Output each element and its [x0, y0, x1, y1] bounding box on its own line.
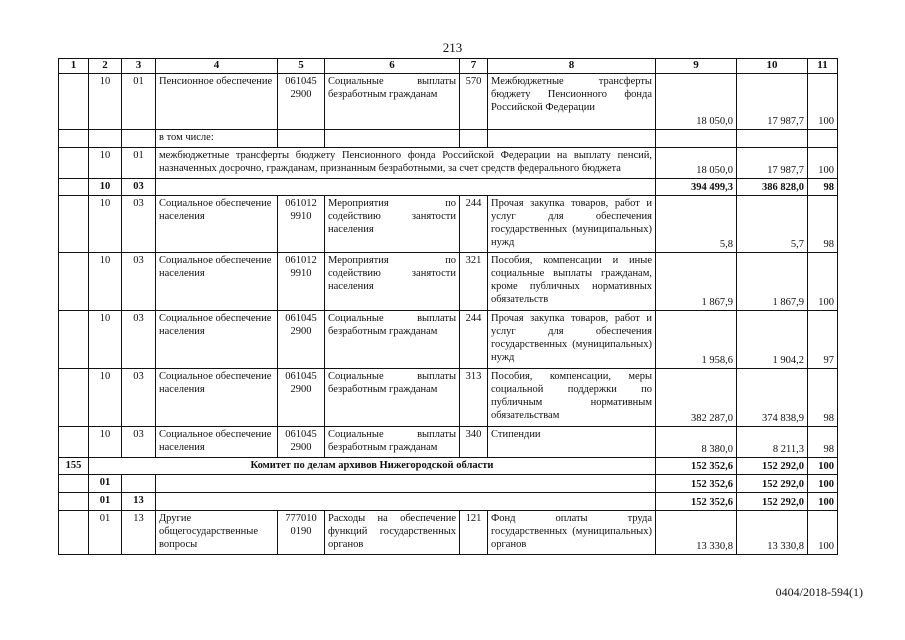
cell-section-name: Социальное обеспечение населения [156, 252, 278, 310]
cell-planned: 8 380,0 [656, 426, 737, 457]
cell-section: 10 [89, 426, 122, 457]
cell-planned: 18 050,0 [656, 73, 737, 129]
cell-num [59, 474, 89, 492]
cell-num [59, 252, 89, 310]
department-title: Комитет по делам архивов Нижегородской области [89, 457, 656, 474]
header-row [59, 59, 838, 74]
cell-actual: 152 292,0 [737, 457, 808, 474]
header-cell: 1 [59, 59, 89, 74]
header-cell: 8 [488, 59, 656, 74]
cell-target-name: Социальные выплаты безработным гражданам [325, 73, 460, 129]
cell-actual: 5,7 [737, 195, 808, 252]
header-cell: 10 [737, 59, 808, 74]
cell-subsection: 03 [122, 252, 156, 310]
cell-kind-code: 340 [460, 426, 488, 457]
cell-actual: 17 987,7 [737, 147, 808, 178]
cell-section [89, 129, 122, 147]
cell-planned: 13 330,8 [656, 510, 737, 554]
cell-planned: 394 499,3 [656, 178, 737, 195]
cell-percent: 100 [808, 510, 838, 554]
cell-empty-span [156, 178, 656, 195]
cell-target-code: 061045 2900 [278, 73, 325, 129]
cell-kind-code: 244 [460, 310, 488, 368]
header-cell: 6 [325, 59, 460, 74]
cell-kind-code: 321 [460, 252, 488, 310]
cell-planned: 152 352,6 [656, 457, 737, 474]
cell-section: 10 [89, 310, 122, 368]
header-cell: 3 [122, 59, 156, 74]
cell-planned: 382 287,0 [656, 368, 737, 426]
cell-section: 10 [89, 195, 122, 252]
cell-section: 10 [89, 178, 122, 195]
cell-num [59, 368, 89, 426]
cell-percent: 98 [808, 368, 838, 426]
cell-num [59, 73, 89, 129]
table-row [59, 310, 838, 368]
cell-kind-name: Межбюджетные трансферты бюджету Пенсионного фонда Российской Федерации [488, 73, 656, 129]
cell-section: 10 [89, 147, 122, 178]
cell-actual: 386 828,0 [737, 178, 808, 195]
cell-target-code: 061045 2900 [278, 426, 325, 457]
cell-percent: 100 [808, 252, 838, 310]
table-row [59, 129, 838, 147]
cell-subsection: 03 [122, 310, 156, 368]
header-cell: 7 [460, 59, 488, 74]
cell-section: 01 [89, 474, 122, 492]
cell-subsection [122, 129, 156, 147]
cell-percent: 100 [808, 147, 838, 178]
cell-section-name: Социальное обеспечение населения [156, 310, 278, 368]
cell-kind-name: Прочая закупка товаров, работ и услуг для обеспечения государственных (муниципальных) нужд [488, 195, 656, 252]
cell-percent: 100 [808, 73, 838, 129]
cell-actual: 374 838,9 [737, 368, 808, 426]
cell-subsection: 03 [122, 426, 156, 457]
cell-percent: 100 [808, 457, 838, 474]
cell-target-code [278, 129, 325, 147]
cell-section-name: Другие общегосударственные вопросы [156, 510, 278, 554]
cell-num [59, 195, 89, 252]
cell-num: 155 [59, 457, 89, 474]
table-row-subtotal [59, 178, 838, 195]
cell-target-name: Социальные выплаты безработным гражданам [325, 310, 460, 368]
table-row [59, 147, 838, 178]
table-row [59, 426, 838, 457]
cell-planned: 18 050,0 [656, 147, 737, 178]
cell-actual: 1 904,2 [737, 310, 808, 368]
cell-kind-name: Стипендии [488, 426, 656, 457]
cell-planned: 1 867,9 [656, 252, 737, 310]
cell-percent: 98 [808, 178, 838, 195]
cell-target-name: Мероприятия по содействию занятости населения [325, 195, 460, 252]
cell-percent: 98 [808, 426, 838, 457]
cell-empty-span [156, 492, 656, 510]
cell-section: 10 [89, 252, 122, 310]
cell-section-name: Социальное обеспечение населения [156, 195, 278, 252]
cell-subsection: 03 [122, 178, 156, 195]
cell-target-name [325, 129, 460, 147]
cell-kind-code [460, 129, 488, 147]
cell-empty-span [156, 474, 656, 492]
cell-kind-code: 313 [460, 368, 488, 426]
cell-num [59, 426, 89, 457]
table-row-subtotal [59, 474, 838, 492]
cell-percent: 100 [808, 474, 838, 492]
header-cell: 4 [156, 59, 278, 74]
cell-actual: 17 987,7 [737, 73, 808, 129]
cell-actual: 8 211,3 [737, 426, 808, 457]
cell-target-name: Расходы на обеспечение функций государственных органов [325, 510, 460, 554]
cell-num [59, 178, 89, 195]
cell-section: 10 [89, 73, 122, 129]
cell-description-wide: межбюджетные трансферты бюджету Пенсионного фонда Российской Федерации на выплату пенсий, назначенных досрочно, гражданам, признанным безработными, за счет средств федерального бюджета [156, 147, 656, 178]
cell-percent: 100 [808, 492, 838, 510]
header-cell: 5 [278, 59, 325, 74]
cell-section-name: Пенсионное обеспечение [156, 73, 278, 129]
cell-actual: 152 292,0 [737, 492, 808, 510]
cell-kind-name: Фонд оплаты труда государственных (муниципальных) органов [488, 510, 656, 554]
cell-kind-name [488, 129, 656, 147]
cell-target-code: 061012 9910 [278, 252, 325, 310]
cell-section: 10 [89, 368, 122, 426]
header-cell: 2 [89, 59, 122, 74]
cell-planned [656, 129, 737, 147]
cell-section-name: Социальное обеспечение населения [156, 426, 278, 457]
cell-percent: 98 [808, 195, 838, 252]
table-row [59, 510, 838, 554]
cell-kind-name: Прочая закупка товаров, работ и услуг для обеспечения государственных (муниципальных) нужд [488, 310, 656, 368]
table-row-department [59, 457, 838, 474]
page-number: 213 [442, 40, 463, 55]
cell-section-name: Социальное обеспечение населения [156, 368, 278, 426]
cell-actual: 152 292,0 [737, 474, 808, 492]
cell-planned: 152 352,6 [656, 474, 737, 492]
cell-target-name: Мероприятия по содействию занятости населения [325, 252, 460, 310]
cell-planned: 1 958,6 [656, 310, 737, 368]
cell-subsection: 03 [122, 368, 156, 426]
cell-actual [737, 129, 808, 147]
cell-num [59, 492, 89, 510]
budget-table [58, 58, 838, 555]
cell-subsection: 13 [122, 492, 156, 510]
header-cell: 9 [656, 59, 737, 74]
cell-num [59, 510, 89, 554]
cell-target-code: 061012 9910 [278, 195, 325, 252]
cell-subsection: 13 [122, 510, 156, 554]
cell-subsection: 01 [122, 73, 156, 129]
cell-num [59, 129, 89, 147]
cell-target-code: 061045 2900 [278, 310, 325, 368]
cell-kind-code: 121 [460, 510, 488, 554]
cell-section-name: в том числе: [156, 129, 278, 147]
cell-subsection: 03 [122, 195, 156, 252]
cell-num [59, 310, 89, 368]
cell-kind-name: Пособия, компенсации, меры социальной поддержки по публичным нормативным обязательствам [488, 368, 656, 426]
table-row [59, 368, 838, 426]
table-row [59, 252, 838, 310]
cell-num [59, 147, 89, 178]
cell-section: 01 [89, 510, 122, 554]
cell-planned: 152 352,6 [656, 492, 737, 510]
cell-kind-code: 570 [460, 73, 488, 129]
header-cell: 11 [808, 59, 838, 74]
cell-percent [808, 129, 838, 147]
cell-actual: 1 867,9 [737, 252, 808, 310]
cell-target-name: Социальные выплаты безработным гражданам [325, 368, 460, 426]
cell-percent: 97 [808, 310, 838, 368]
cell-target-name: Социальные выплаты безработным гражданам [325, 426, 460, 457]
cell-target-code: 061045 2900 [278, 368, 325, 426]
table-row-subtotal [59, 492, 838, 510]
cell-actual: 13 330,8 [737, 510, 808, 554]
cell-section: 01 [89, 492, 122, 510]
cell-subsection [122, 474, 156, 492]
cell-subsection: 01 [122, 147, 156, 178]
table-row [59, 195, 838, 252]
cell-planned: 5,8 [656, 195, 737, 252]
document-code: 0404/2018-594(1) [775, 585, 863, 599]
cell-kind-name: Пособия, компенсации и иные социальные выплаты гражданам, кроме публичных нормативных обязательств [488, 252, 656, 310]
cell-kind-code: 244 [460, 195, 488, 252]
table-row [59, 73, 838, 129]
cell-target-code: 777010 0190 [278, 510, 325, 554]
